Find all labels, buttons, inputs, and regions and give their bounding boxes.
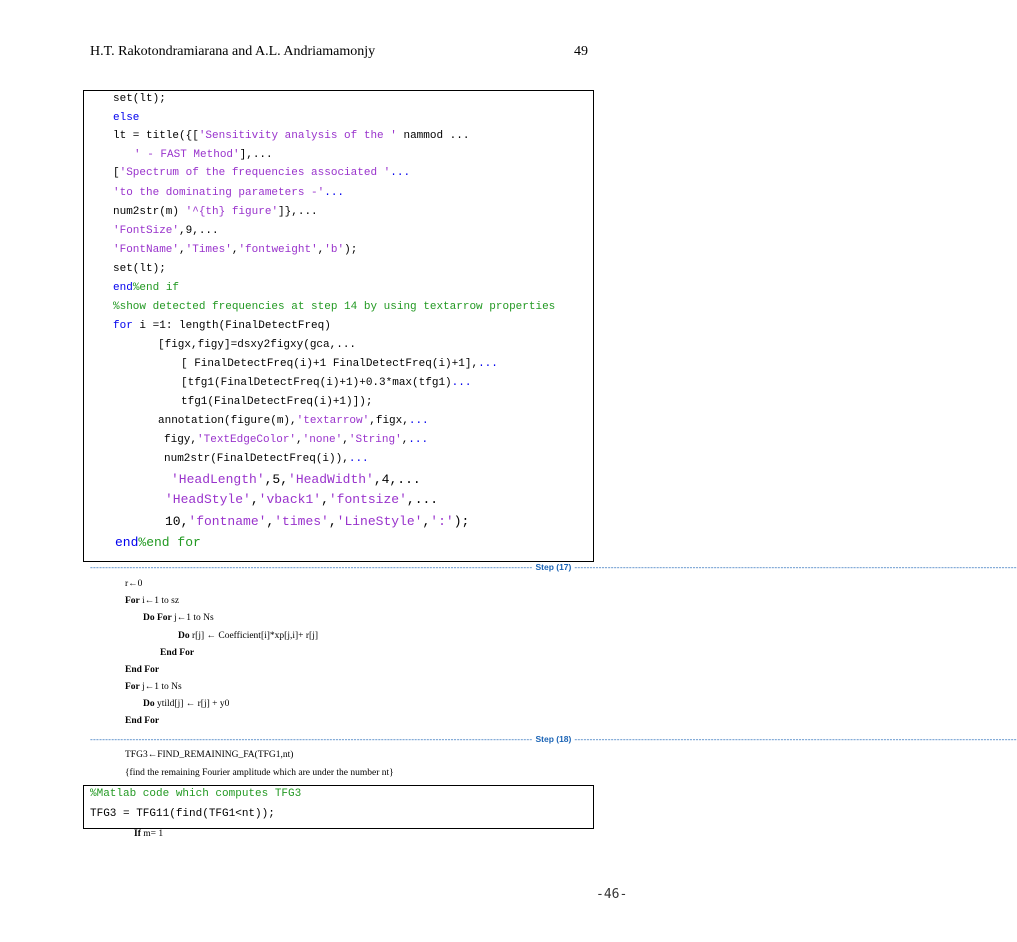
page-footer-number: -46- <box>596 887 628 902</box>
code-keyword: ... <box>451 377 472 389</box>
separator-line-right: -------------------------------------------------------------------------------------------------------------------------------------------------- <box>574 734 1017 744</box>
code-text: , <box>401 434 409 446</box>
code-text: , <box>317 244 325 256</box>
code-text: ); <box>344 244 358 256</box>
pseudocode-line <box>125 596 179 606</box>
code-text: num2str(m) <box>113 206 186 218</box>
code-line <box>181 358 498 371</box>
matlab-code-block-tfg3 <box>83 785 594 829</box>
code-line <box>164 434 428 447</box>
code-string: 'HeadLength' <box>171 472 265 487</box>
step-17-separator <box>0 561 1017 573</box>
code-text: [ FinalDetectFreq(i)+1 FinalDetectFreq(i)+1], <box>181 358 479 370</box>
pseudocode-line <box>125 716 159 726</box>
code-keyword: ... <box>324 187 345 199</box>
code-string: 'FontName' <box>113 244 180 256</box>
code-text: figy, <box>164 434 198 446</box>
pseudocode-line <box>143 699 229 709</box>
code-line <box>113 187 344 200</box>
code-line <box>158 415 429 428</box>
code-line <box>134 149 273 162</box>
code-line <box>165 514 469 529</box>
step-18-separator <box>0 733 1017 745</box>
code-text: j←1 to Ns <box>139 682 182 692</box>
code-text: ,figx, <box>369 415 409 427</box>
code-line <box>113 93 166 106</box>
code-keyword: ... <box>408 415 429 427</box>
code-keyword: for <box>113 320 133 332</box>
code-text: set(lt); <box>113 263 166 275</box>
pseudocode-line <box>143 613 214 623</box>
code-text: num2str(FinalDetectFreq(i)), <box>164 453 349 465</box>
code-text: TFG3 = TFG11(find(TFG1<nt)); <box>90 808 275 820</box>
pseudocode-line <box>125 750 293 760</box>
code-line <box>90 808 275 821</box>
code-string: 'fontsize' <box>328 492 407 507</box>
code-line <box>181 377 471 390</box>
step-17-label: Step (17) <box>535 562 572 572</box>
code-string: 'fontname' <box>188 514 267 529</box>
running-header-page-number: 49 <box>574 44 588 59</box>
code-string: 'HeadWidth' <box>288 472 374 487</box>
code-line <box>113 167 410 180</box>
pseudo-keyword: Do <box>143 699 155 709</box>
code-string: 'LineStyle' <box>336 514 423 529</box>
code-string: 'textarrow' <box>296 415 370 427</box>
code-string: 'fontweight' <box>238 244 318 256</box>
pseudocode-line <box>125 665 159 675</box>
pseudocode-line <box>178 631 318 641</box>
code-line <box>113 130 470 143</box>
code-text: TFG3←FIND_REMAINING_FA(TFG1,nt) <box>125 750 294 760</box>
code-line <box>165 492 438 507</box>
code-keyword: ... <box>478 358 498 370</box>
pseudocode-line <box>125 768 394 778</box>
separator-line-left: -------------------------------------------------------------------------------------------------------------------------------------------------- <box>90 562 533 572</box>
code-line <box>113 244 357 257</box>
code-line <box>115 535 201 550</box>
code-line <box>181 396 372 409</box>
pseudo-keyword: End For <box>160 648 195 658</box>
code-string: 'String' <box>348 434 402 446</box>
code-line <box>113 225 219 238</box>
code-text: , <box>250 492 259 507</box>
code-line <box>158 339 356 352</box>
pseudocode-line <box>134 829 163 839</box>
code-text: set(lt); <box>113 93 166 105</box>
code-text: ,9,... <box>179 225 219 237</box>
pseudo-keyword: End For <box>125 716 160 726</box>
code-comment: %Matlab code which computes TFG3 <box>90 788 302 800</box>
running-header-authors: H.T. Rakotondramiarana and A.L. Andriamamonjy <box>90 44 376 59</box>
code-comment: %show detected frequencies at step 14 by using textarrow properties <box>113 301 556 313</box>
code-text: nammod ... <box>396 130 470 142</box>
code-text: tfg1(FinalDetectFreq(i)+1)]); <box>181 396 373 408</box>
code-text: ]},... <box>278 206 318 218</box>
code-string: ' - FAST Method' <box>134 149 240 161</box>
code-text: , <box>328 514 337 529</box>
code-comment: %end for <box>138 535 201 550</box>
step-18-label: Step (18) <box>535 734 572 744</box>
code-text: ],... <box>239 149 273 161</box>
code-line <box>113 282 179 295</box>
code-keyword: else <box>113 112 140 124</box>
code-line <box>113 112 139 125</box>
code-text: ,5, <box>264 472 289 487</box>
code-string: 'Sensitivity analysis of the ' <box>198 130 397 142</box>
code-text: {find the remaining Fourier amplitude which are under the number nt} <box>125 768 394 778</box>
code-line <box>113 206 318 219</box>
pseudocode-line <box>125 579 142 589</box>
matlab-code-block <box>83 90 594 562</box>
pseudo-keyword: End For <box>125 665 160 675</box>
code-text: ); <box>453 514 470 529</box>
code-text: , <box>342 434 349 446</box>
code-line <box>113 263 166 276</box>
code-string: 'TextEdgeColor' <box>197 434 297 446</box>
pseudocode-line <box>125 682 182 692</box>
code-text: r←0 <box>125 579 143 589</box>
code-keyword: end <box>115 535 139 550</box>
code-text: i =1: length(FinalDetectFreq) <box>132 320 331 332</box>
code-text: [figx,figy]=dsxy2figxy(gca,... <box>158 339 357 351</box>
code-keyword: ... <box>348 453 369 465</box>
pseudo-keyword: Do For <box>143 613 172 623</box>
code-text: j←1 to Ns <box>171 613 214 623</box>
separator-line-right: -------------------------------------------------------------------------------------------------------------------------------------------------- <box>574 562 1017 572</box>
code-string: 'none' <box>302 434 343 446</box>
separator-line-left: -------------------------------------------------------------------------------------------------------------------------------------------------- <box>90 734 533 744</box>
code-text: , <box>231 244 239 256</box>
code-text: 10, <box>165 514 189 529</box>
code-text: , <box>296 434 303 446</box>
code-comment: %end if <box>132 282 180 294</box>
code-text: , <box>321 492 329 507</box>
code-text: i←1 to sz <box>139 596 180 606</box>
code-keyword: end <box>113 282 133 294</box>
code-line <box>113 320 331 333</box>
code-text: ,4,... <box>373 472 421 487</box>
code-line <box>171 472 421 487</box>
code-string: 'to the dominating parameters -' <box>113 187 325 199</box>
code-line <box>113 301 555 314</box>
code-line <box>164 453 369 466</box>
code-text: r[j] ← Coefficient[i]*xp[j,i]+ r[j] <box>189 631 319 641</box>
code-string: 'vback1' <box>258 492 322 507</box>
code-text: ytild[j] ← r[j] + y0 <box>154 699 230 709</box>
code-text: , <box>422 514 431 529</box>
pseudo-keyword: For <box>125 596 140 606</box>
code-keyword: ... <box>390 167 411 179</box>
code-text: lt = title({[ <box>113 130 199 142</box>
code-text: m= 1 <box>140 829 164 839</box>
code-string: 'HeadStyle' <box>165 492 251 507</box>
code-string: '^{th} figure' <box>185 206 279 218</box>
pseudocode-line <box>160 648 194 658</box>
pseudo-keyword: If <box>134 829 141 839</box>
code-text: ,... <box>406 492 439 507</box>
code-text: annotation(figure(m), <box>158 415 297 427</box>
code-line <box>90 788 301 801</box>
pseudo-keyword: For <box>125 682 140 692</box>
code-text: , <box>266 514 275 529</box>
pseudo-keyword: Do <box>178 631 190 641</box>
code-keyword: ... <box>408 434 429 446</box>
code-text: , <box>179 244 186 256</box>
code-string: 'b' <box>324 244 345 256</box>
code-string: 'times' <box>274 514 329 529</box>
code-string: 'Times' <box>185 244 232 256</box>
code-text: [tfg1(FinalDetectFreq(i)+1)+0.3*max(tfg1) <box>181 377 452 389</box>
code-text: [ <box>113 167 120 179</box>
code-string: 'Spectrum of the frequencies associated ' <box>119 167 391 179</box>
code-string: ':' <box>430 514 454 529</box>
code-string: 'FontSize' <box>113 225 180 237</box>
